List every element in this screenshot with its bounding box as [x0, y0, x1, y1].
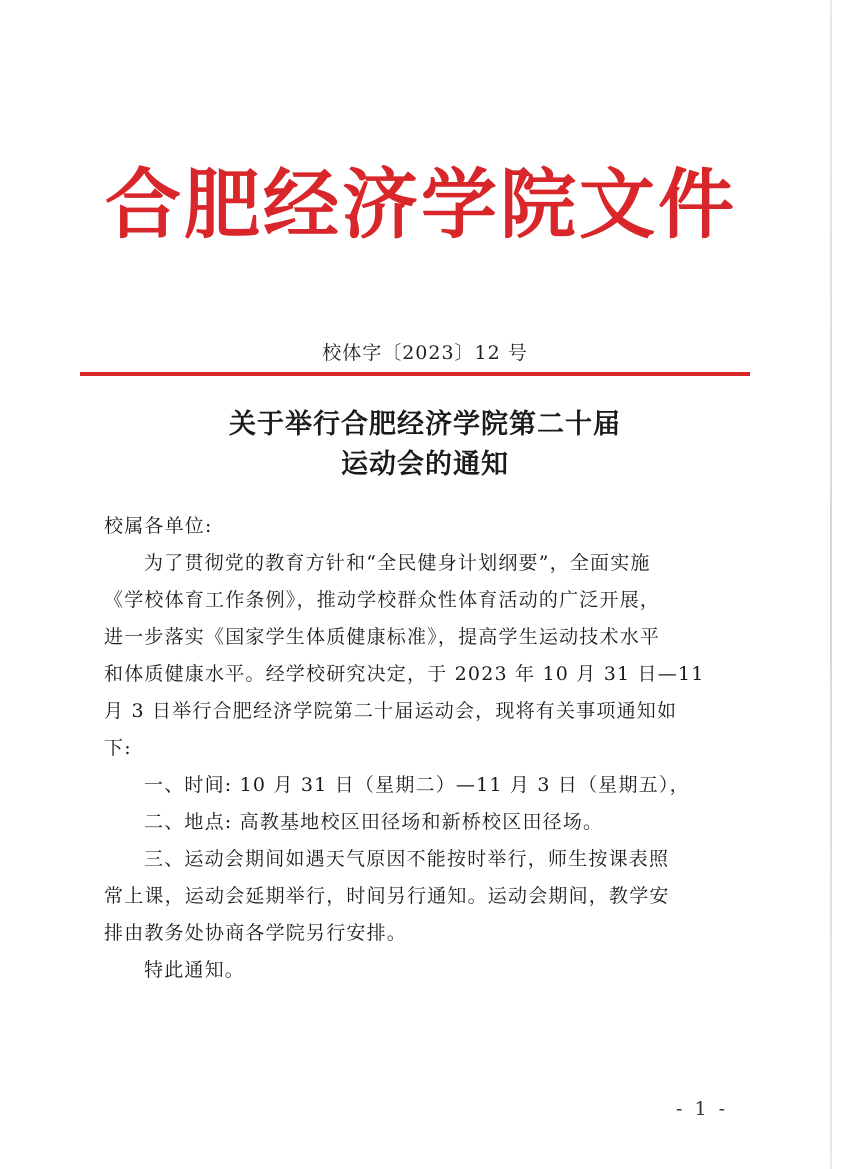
- notice-body: [104, 508, 729, 989]
- body-line: 排由教务处协商各学院另行安排。: [104, 922, 408, 944]
- body-line-item-time: 一、时间: 10 月 31 日（星期二）—11 月 3 日（星期五），: [144, 774, 690, 796]
- red-divider-line: [80, 372, 750, 376]
- body-line: 和体质健康水平。经学校研究决定，于 2023 年 10 月 31 日—11: [104, 663, 705, 685]
- body-line: 《学校体育工作条例》，推动学校群众性体育活动的广泛开展，: [104, 589, 661, 611]
- body-line-item-weather: 三、运动会期间如遇天气原因不能按时举行，师生按课表照: [144, 848, 670, 870]
- body-line: 月 3 日举行合肥经济学院第二十届运动会，现将有关事项通知如: [104, 700, 678, 722]
- page-number: - 1 -: [676, 1098, 729, 1120]
- salutation: 校属各单位:: [104, 515, 213, 537]
- closing-line: 特此通知。: [144, 959, 246, 981]
- page-edge: [830, 0, 832, 1169]
- body-line: 下:: [104, 737, 132, 759]
- body-line: 为了贯彻党的教育方针和“全民健身计划纲要”，全面实施: [144, 552, 651, 574]
- document-number: 校体字〔2023〕12 号: [322, 342, 528, 364]
- notice-title-line-1: 关于举行合肥经济学院第二十届: [229, 409, 621, 440]
- notice-title-line-2: 运动会的通知: [341, 449, 509, 480]
- body-line: 常上课，运动会延期举行，时间另行通知。运动会期间，教学安: [104, 885, 670, 907]
- masthead-title: 合肥经济学院文件: [105, 160, 737, 249]
- body-line-item-location: 二、地点: 高教基地校区田径场和新桥校区田径场。: [144, 811, 604, 833]
- body-line: 进一步落实《国家学生体质健康标准》，提高学生运动技术水平: [104, 626, 661, 648]
